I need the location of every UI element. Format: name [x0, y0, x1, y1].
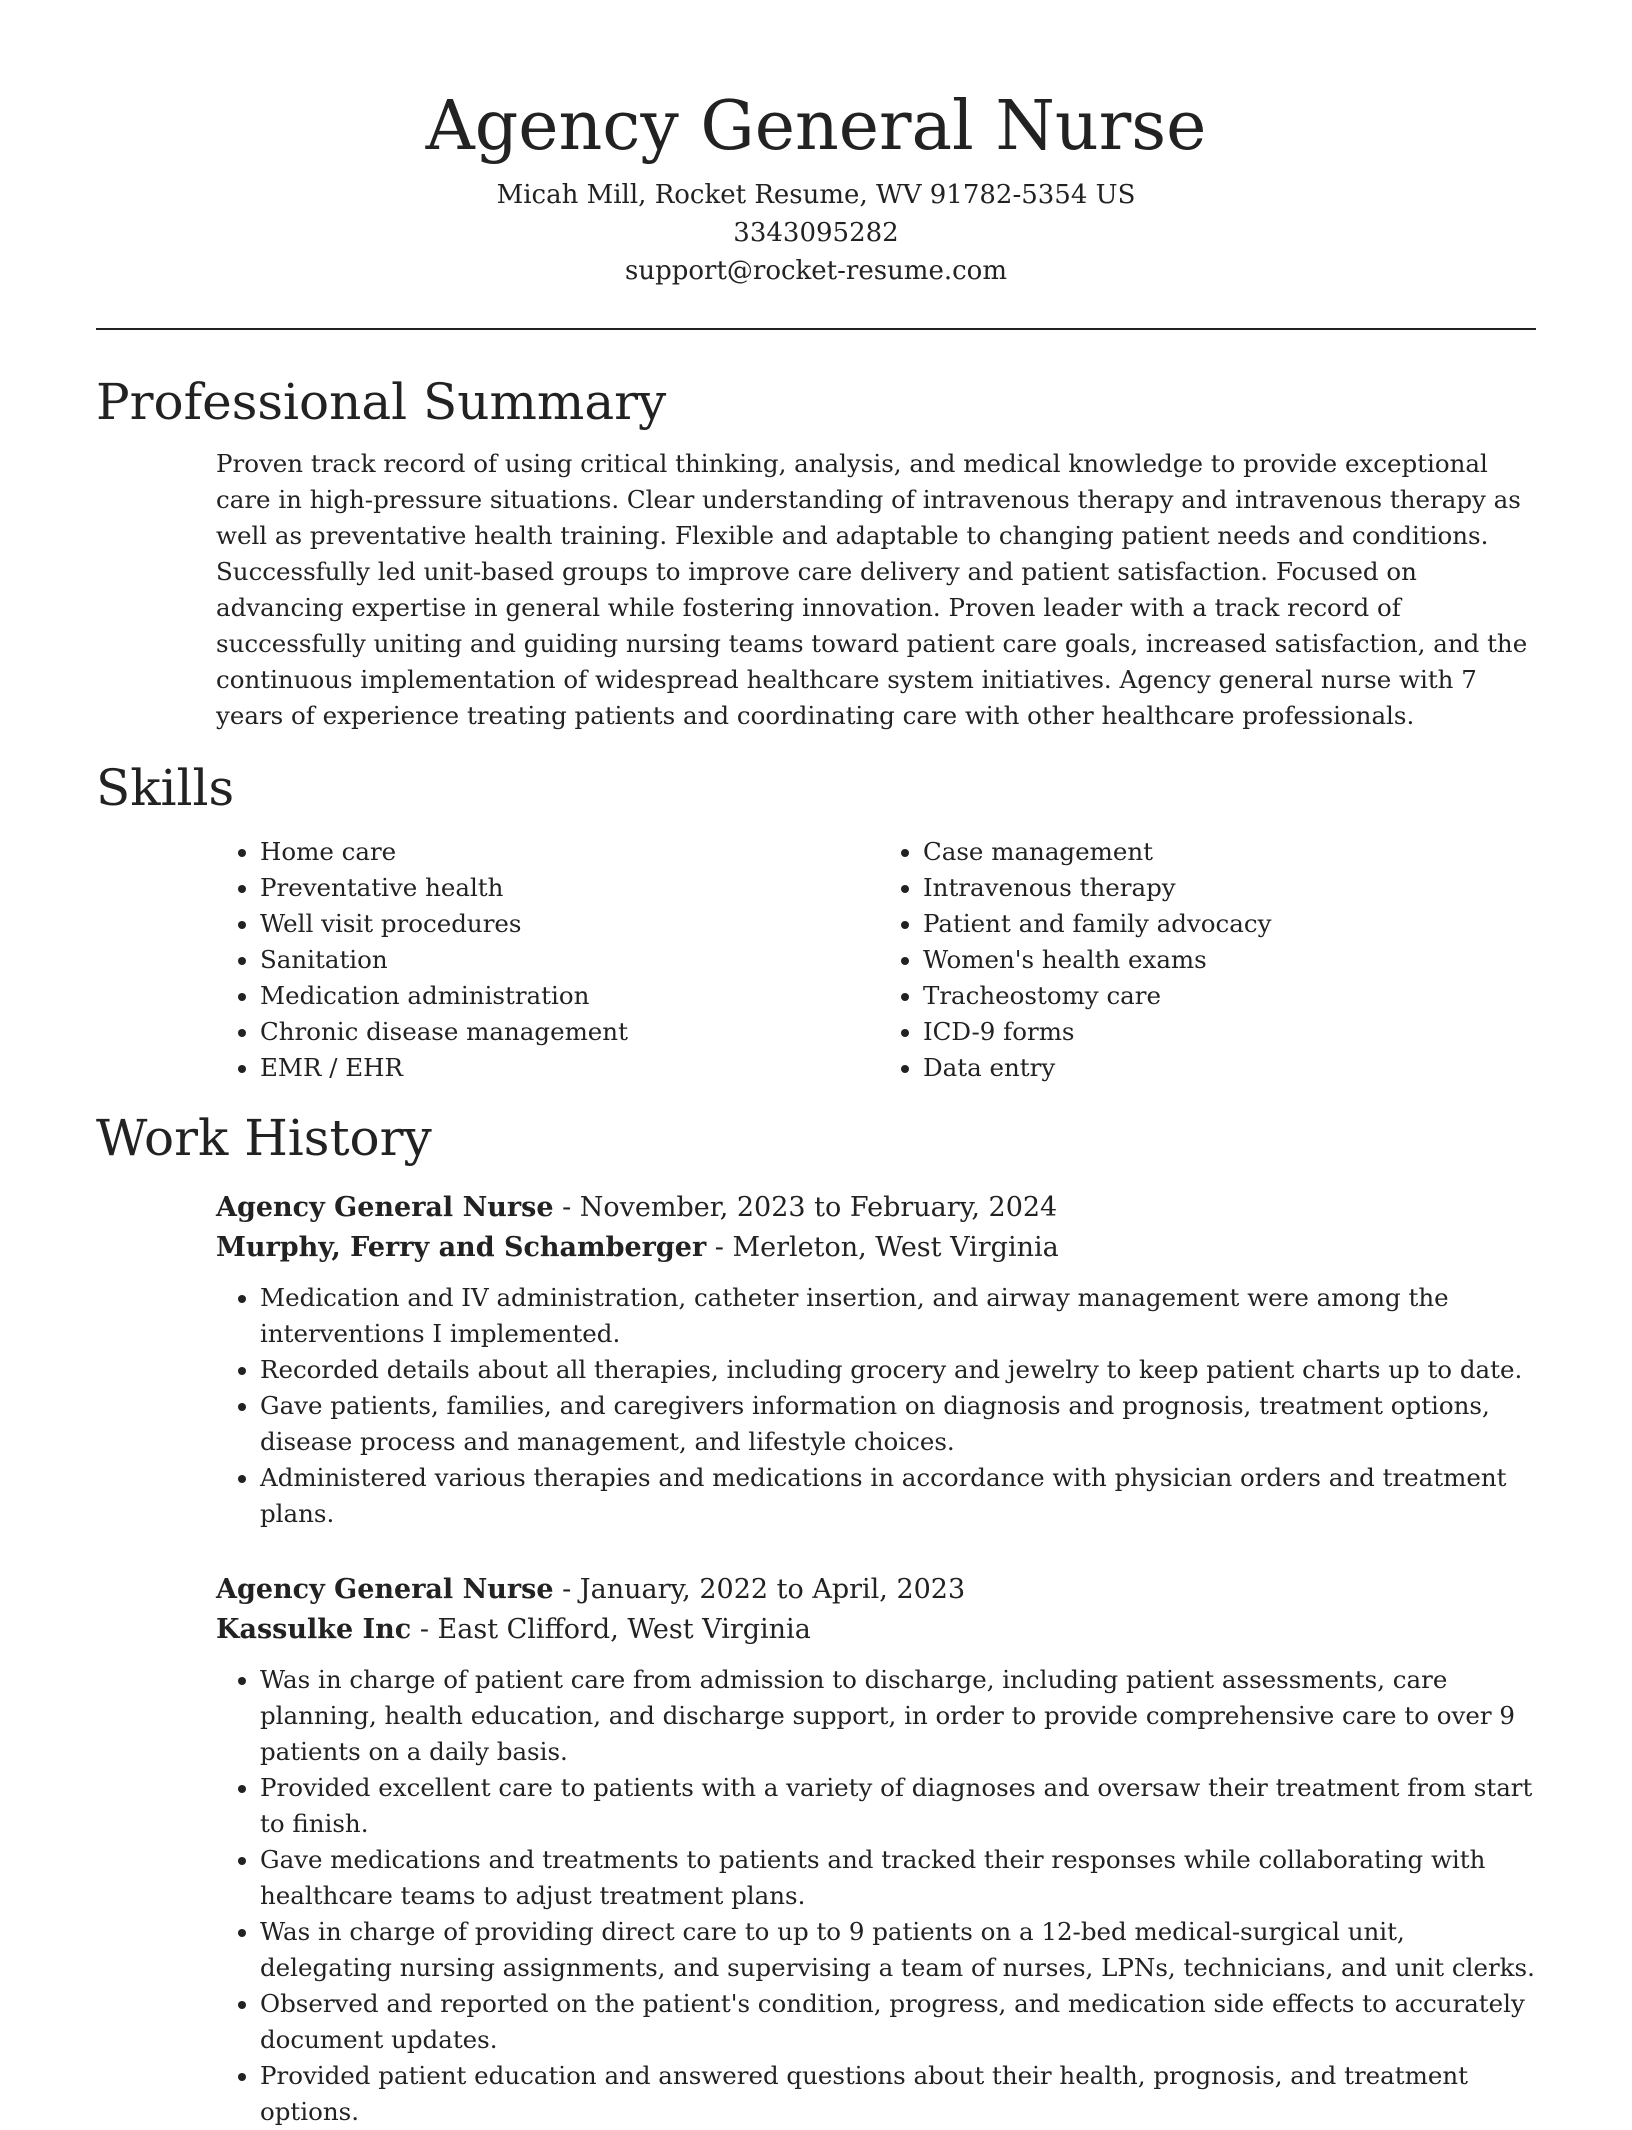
skills-column-right: [879, 834, 1542, 1086]
skill-item: • Home care: [260, 834, 879, 870]
work-history-heading: Work History: [96, 1109, 432, 1167]
job-location: East Clifford, West Virginia: [437, 1614, 811, 1645]
job-entry: [216, 1570, 1542, 2130]
skill-item: • Intravenous therapy: [923, 870, 1542, 906]
skills-heading: Skills: [96, 759, 235, 817]
job-bullets: [216, 1280, 1542, 1532]
job-role-line: Agency General Nurse - November, 2023 to February, 2024: [216, 1192, 1058, 1223]
skill-item: • Patient and family advocacy: [923, 906, 1542, 942]
job-company: Kassulke Inc: [216, 1614, 412, 1645]
skills-list: [216, 834, 1542, 1086]
resume-header: [96, 0, 1536, 290]
job-dates: November, 2023 to February, 2024: [579, 1192, 1058, 1223]
job-bullets: [216, 1662, 1542, 2130]
skill-item: • Women's health exams: [923, 942, 1542, 978]
job-bullet: • Gave medications and treatments to patients and tracked their responses while collaborating with healthcare teams to adjust treatment plans.: [260, 1842, 1542, 1914]
job-company-line: Murphy, Ferry and Schamberger - Merleton, West Virginia: [216, 1232, 1059, 1263]
skill-item: • Tracheostomy care: [923, 978, 1542, 1014]
summary-text: Proven track record of using critical thinking, analysis, and medical knowledge to provide exceptional care in high-pressure situations. Clear understanding of intravenous therapy and intravenous therapy as well as preventative health training. Flexible and adaptable to changing patient needs and conditions. Successfully led unit-based groups to improve care delivery and patient satisfaction. Focused on advancing expertise in general while fostering innovation. Proven leader with a track record of successfully uniting and guiding nursing teams toward patient care goals, increased satisfaction, and the continuous implementation of widespread healthcare system initiatives. Agency general nurse with 7 years of experience treating patients and coordinating care with other healthcare professionals.: [216, 449, 1528, 730]
skill-item: • Data entry: [923, 1050, 1542, 1086]
skill-item: • Sanitation: [260, 942, 879, 978]
resume-page: [96, 0, 1536, 2130]
job-bullet: • Administered various therapies and medications in accordance with physician orders and treatment plans.: [260, 1460, 1542, 1532]
job-bullet: • Medication and IV administration, catheter insertion, and airway management were among the interventions I implemented.: [260, 1280, 1542, 1352]
header-divider: [96, 328, 1536, 330]
job-bullet: • Observed and reported on the patient's condition, progress, and medication side effects to accurately document updates.: [260, 1986, 1542, 2058]
skill-item: • Medication administration: [260, 978, 879, 1014]
skill-item: • Preventative health: [260, 870, 879, 906]
job-company-line: Kassulke Inc - East Clifford, West Virginia: [216, 1614, 811, 1645]
job-entry: [216, 1188, 1542, 1532]
job-company: Murphy, Ferry and Schamberger: [216, 1232, 707, 1263]
skill-item: • Well visit procedures: [260, 906, 879, 942]
skill-item: • EMR / EHR: [260, 1050, 879, 1086]
job-role: Agency General Nurse: [216, 1574, 554, 1605]
job-role-line: Agency General Nurse - January, 2022 to April, 2023: [216, 1574, 966, 1605]
skill-item: • ICD-9 forms: [923, 1014, 1542, 1050]
job-role: Agency General Nurse: [216, 1192, 554, 1223]
summary-heading: Professional Summary: [96, 373, 667, 431]
contact-info: [96, 176, 1536, 290]
job-bullet: • Was in charge of patient care from admission to discharge, including patient assessments, care planning, health education, and discharge support, in order to provide comprehensive care to over 9 patients on a daily basis.: [260, 1662, 1542, 1770]
skills-column-left: [216, 834, 879, 1086]
job-bullet: • Provided excellent care to patients with a variety of diagnoses and oversaw their treatment from start to finish.: [260, 1770, 1542, 1842]
skill-item: • Case management: [923, 834, 1542, 870]
job-dates: January, 2022 to April, 2023: [579, 1574, 966, 1605]
job-bullet: • Gave patients, families, and caregivers information on diagnosis and prognosis, treatment options, disease process and management, and lifestyle choices.: [260, 1388, 1542, 1460]
contact-phone: 3343095282: [733, 218, 899, 248]
contact-address: Micah Mill, Rocket Resume, WV 91782-5354 US: [496, 180, 1136, 210]
job-bullet: • Recorded details about all therapies, including grocery and jewelry to keep patient charts up to date.: [260, 1352, 1542, 1388]
job-bullet: • Was in charge of providing direct care to up to 9 patients on a 12-bed medical-surgical unit, delegating nursing assignments, and supervising a team of nurses, LPNs, technicians, and unit clerks.: [260, 1914, 1542, 1986]
job-bullet: • Provided patient education and answered questions about their health, prognosis, and treatment options.: [260, 2058, 1542, 2130]
skill-item: • Chronic disease management: [260, 1014, 879, 1050]
resume-title: Agency General Nurse: [425, 87, 1207, 166]
job-location: Merleton, West Virginia: [732, 1232, 1059, 1263]
contact-email: support@rocket-resume.com: [624, 256, 1007, 286]
